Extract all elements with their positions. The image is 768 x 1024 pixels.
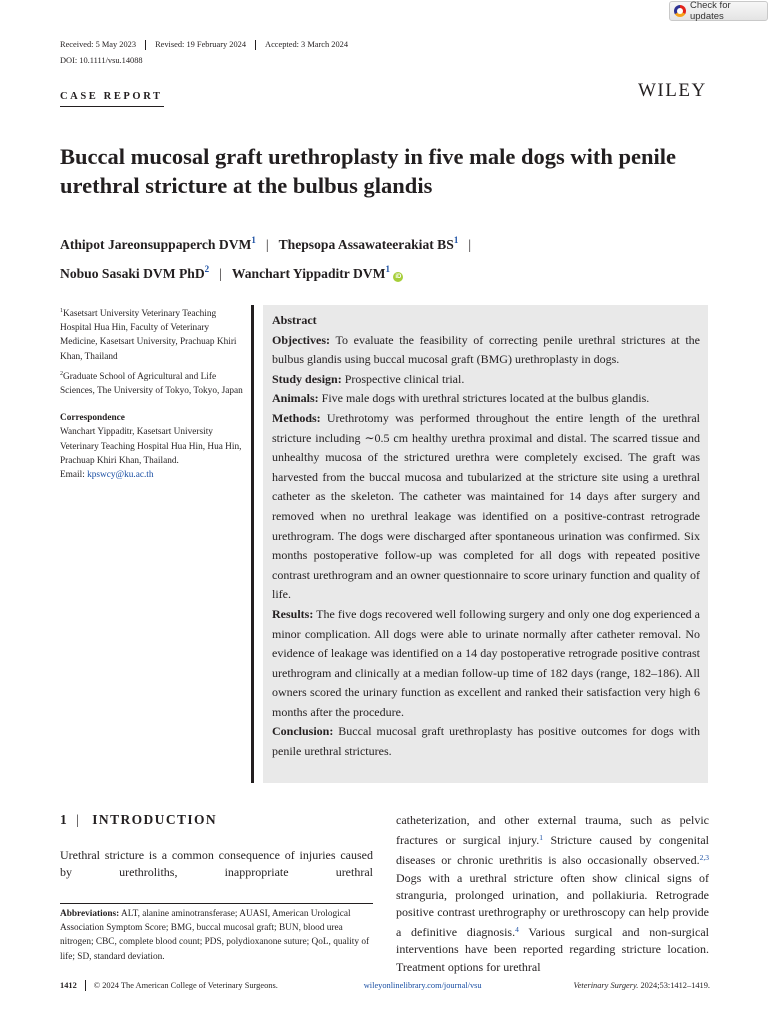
abstract-label: Conclusion: [272, 724, 334, 739]
affiliation-number: 1 [60, 308, 63, 314]
abstract-text: Five male dogs with urethral strictures located at the bulbus glandis. [318, 391, 650, 406]
abstract-conclusion [272, 722, 700, 761]
citation-ref[interactable]: 1 [539, 833, 543, 843]
abstract-methods [272, 409, 700, 605]
copyright: © 2024 The American College of Veterinary Surgeons. [93, 981, 278, 990]
body-text: Dogs with a urethral stricture often show clinical signs of stranguria, prolonged urination, and pollakiuria. Retrograde positive contrast urethrography or urethroscopy can help provide a definitive diagnosis. [396, 870, 709, 940]
body-text: catheterization, and other external trauma, such as pelvic fractures or surgical injury. [396, 813, 709, 848]
abstract-label: Objectives: [272, 332, 330, 347]
abbreviations-label: Abbreviations: [60, 909, 120, 919]
abstract-rule [251, 305, 254, 783]
check-for-updates-button[interactable] [669, 1, 768, 21]
abbreviations-text: ALT, alanine aminotransferase; AUASI, American Urological Association Symptom Score; BMG, buccal mucosal graft; BUN, blood urea nitrogen; CBC, complete blood count; PDS, polydioxanone suture; QoL, quality of life; SD, standard deviation. [60, 909, 370, 962]
abstract-text: To evaluate the feasibility of correcting penile urethral strictures at the bulbus glandis using buccal mucosal graft (BMG) urethroplasty in dogs. [272, 332, 700, 367]
abstract-label: Animals: [272, 391, 319, 406]
abstract-label: Results: [272, 606, 314, 621]
affiliations [60, 304, 248, 485]
abstract-study-design [272, 370, 700, 390]
correspondence-heading: Correspondence [60, 413, 125, 424]
article-type-rule [60, 106, 164, 107]
author-separator: | [265, 237, 269, 252]
abstract-text: Prospective clinical trial. [341, 371, 465, 386]
abstract-animals [272, 389, 700, 409]
author-name[interactable]: Athipot Jareonsuppaperch DVM [60, 237, 252, 252]
correspondence-text [60, 425, 248, 482]
affiliation-text: Kasetsart University Veterinary Teaching Hospital Hua Hin, Faculty of Veterinary Medicine, Kasetsart University, Prachuap Khiri Khan, Thailand [60, 309, 237, 362]
affiliation-text: Graduate School of Agricultural and Life Sciences, The University of Tokyo, Tokyo, Japan [60, 371, 243, 397]
abstract-text: Buccal mucosal graft urethroplasty has positive outcomes for dogs with penile urethral strictures. [272, 724, 700, 759]
affiliation-number: 2 [60, 370, 63, 377]
correspondence-address: Wanchart Yippaditr, Kasetsart University Veterinary Teaching Hospital Hua Hin, Hua Hin, Prachuap Khiri Khan, Thailand. [60, 427, 242, 466]
abbreviations [60, 907, 373, 964]
article-dates [60, 40, 357, 50]
page-footer [60, 980, 710, 991]
affiliation-item [60, 304, 248, 364]
doi: DOI: 10.1111/vsu.14088 [60, 56, 143, 65]
author-affiliation-ref[interactable]: 2 [204, 264, 210, 274]
section-separator: | [76, 812, 81, 827]
revised-date: Revised: 19 February 2024 [145, 40, 255, 50]
received-date: Received: 5 May 2023 [60, 40, 137, 49]
author-list [60, 228, 720, 286]
check-for-updates-label: Check for updates [689, 0, 731, 22]
journal-citation [574, 981, 710, 990]
email-link[interactable]: kpswcy@ku.ac.th [87, 470, 154, 481]
journal-name: Veterinary Surgery. [573, 981, 639, 990]
author-name[interactable]: Wanchart Yippaditr DVM [231, 266, 386, 281]
abstract-label: Methods: [272, 410, 321, 425]
abstract-objectives [272, 331, 700, 370]
author-separator: | [219, 266, 222, 281]
crossmark-icon [674, 5, 686, 17]
body-text: Various surgical and non-surgical interventions have been reported regarding stricture location. Treatment options for urethral [396, 925, 709, 974]
author-name[interactable]: Nobuo Sasaki DVM PhD [60, 266, 205, 281]
abstract-results [272, 605, 700, 723]
citation-details: 2024;53:1412–1419. [638, 981, 710, 990]
abstract-text: Urethrotomy was performed throughout the entire length of the urethral stricture including ∼0.5 cm healthy urethra proximal and distal. The scarred tissue and unhealthy mucosa of the strictured urethra were completely excised. The graft was harvested from the buccal mucosa and tubularized at the stricture site using a urethral catheter as the skeleton. The catheter was maintained for 14 days after surgery and removed when no urethral leakage was identified on a positive-contrast retrograde urethrogram. The dogs were discharged after spontaneous urination was confirmed. Six months postoperative follow-up was completed for all dogs with repeated positive contrast urethrogram and an owner questionnaire to score urinary function and quality of life. [272, 410, 700, 602]
introduction-paragraph: Urethral stricture is a common consequence of injuries caused by urethroliths, inappropriate urethral [60, 848, 373, 880]
email-label: Email: [60, 470, 88, 481]
body-text: Stricture caused by congenital diseases or chronic urethritis is also occasionally observed. [396, 833, 710, 868]
citation-ref[interactable]: 2,3 [699, 853, 709, 863]
author-name[interactable]: Thepsopa Assawateerakiat BS [278, 237, 454, 252]
introduction-heading [60, 812, 217, 828]
abstract-box [263, 305, 708, 783]
article-title: Buccal mucosal graft urethroplasty in five male dogs with penile urethral stricture at the bulbus glandis [60, 144, 677, 198]
author-affiliation-ref[interactable]: 1 [251, 235, 256, 245]
journal-url-link[interactable]: wileyonlinelibrary.com/journal/vsu [363, 981, 482, 990]
citation-ref[interactable]: 4 [515, 925, 519, 935]
publisher-logo: WILEY [638, 80, 707, 101]
section-title: INTRODUCTION [92, 812, 218, 827]
introduction-paragraph-continued [396, 812, 709, 976]
author-affiliation-ref[interactable]: 1 [453, 235, 459, 245]
orcid-icon[interactable]: iD [395, 274, 402, 280]
author-separator: | [468, 237, 472, 252]
abbreviations-rule [60, 903, 373, 904]
page-number: 1412 [60, 980, 86, 991]
abstract-label: Study design: [272, 371, 342, 386]
article-type: CASE REPORT [60, 91, 163, 102]
author-affiliation-ref[interactable]: 1 [385, 264, 390, 274]
abstract-heading: Abstract [272, 313, 317, 327]
abstract-text: The five dogs recovered well following surgery and only one dog experienced a minor complication. All dogs were able to urinate normally after catheter removal. No evidence of leakage was identified on a 14 day postoperative retrograde positive contrast urethrogram and clinically at a median follow-up time of 182 days (range, 182–186). All owners scored the urinary function as excellent and ranked their satisfaction very high 6 months after the procedure. [272, 606, 700, 719]
section-number: 1 [60, 812, 69, 827]
affiliation-item [60, 367, 248, 398]
accepted-date: Accepted: 3 March 2024 [255, 40, 357, 50]
